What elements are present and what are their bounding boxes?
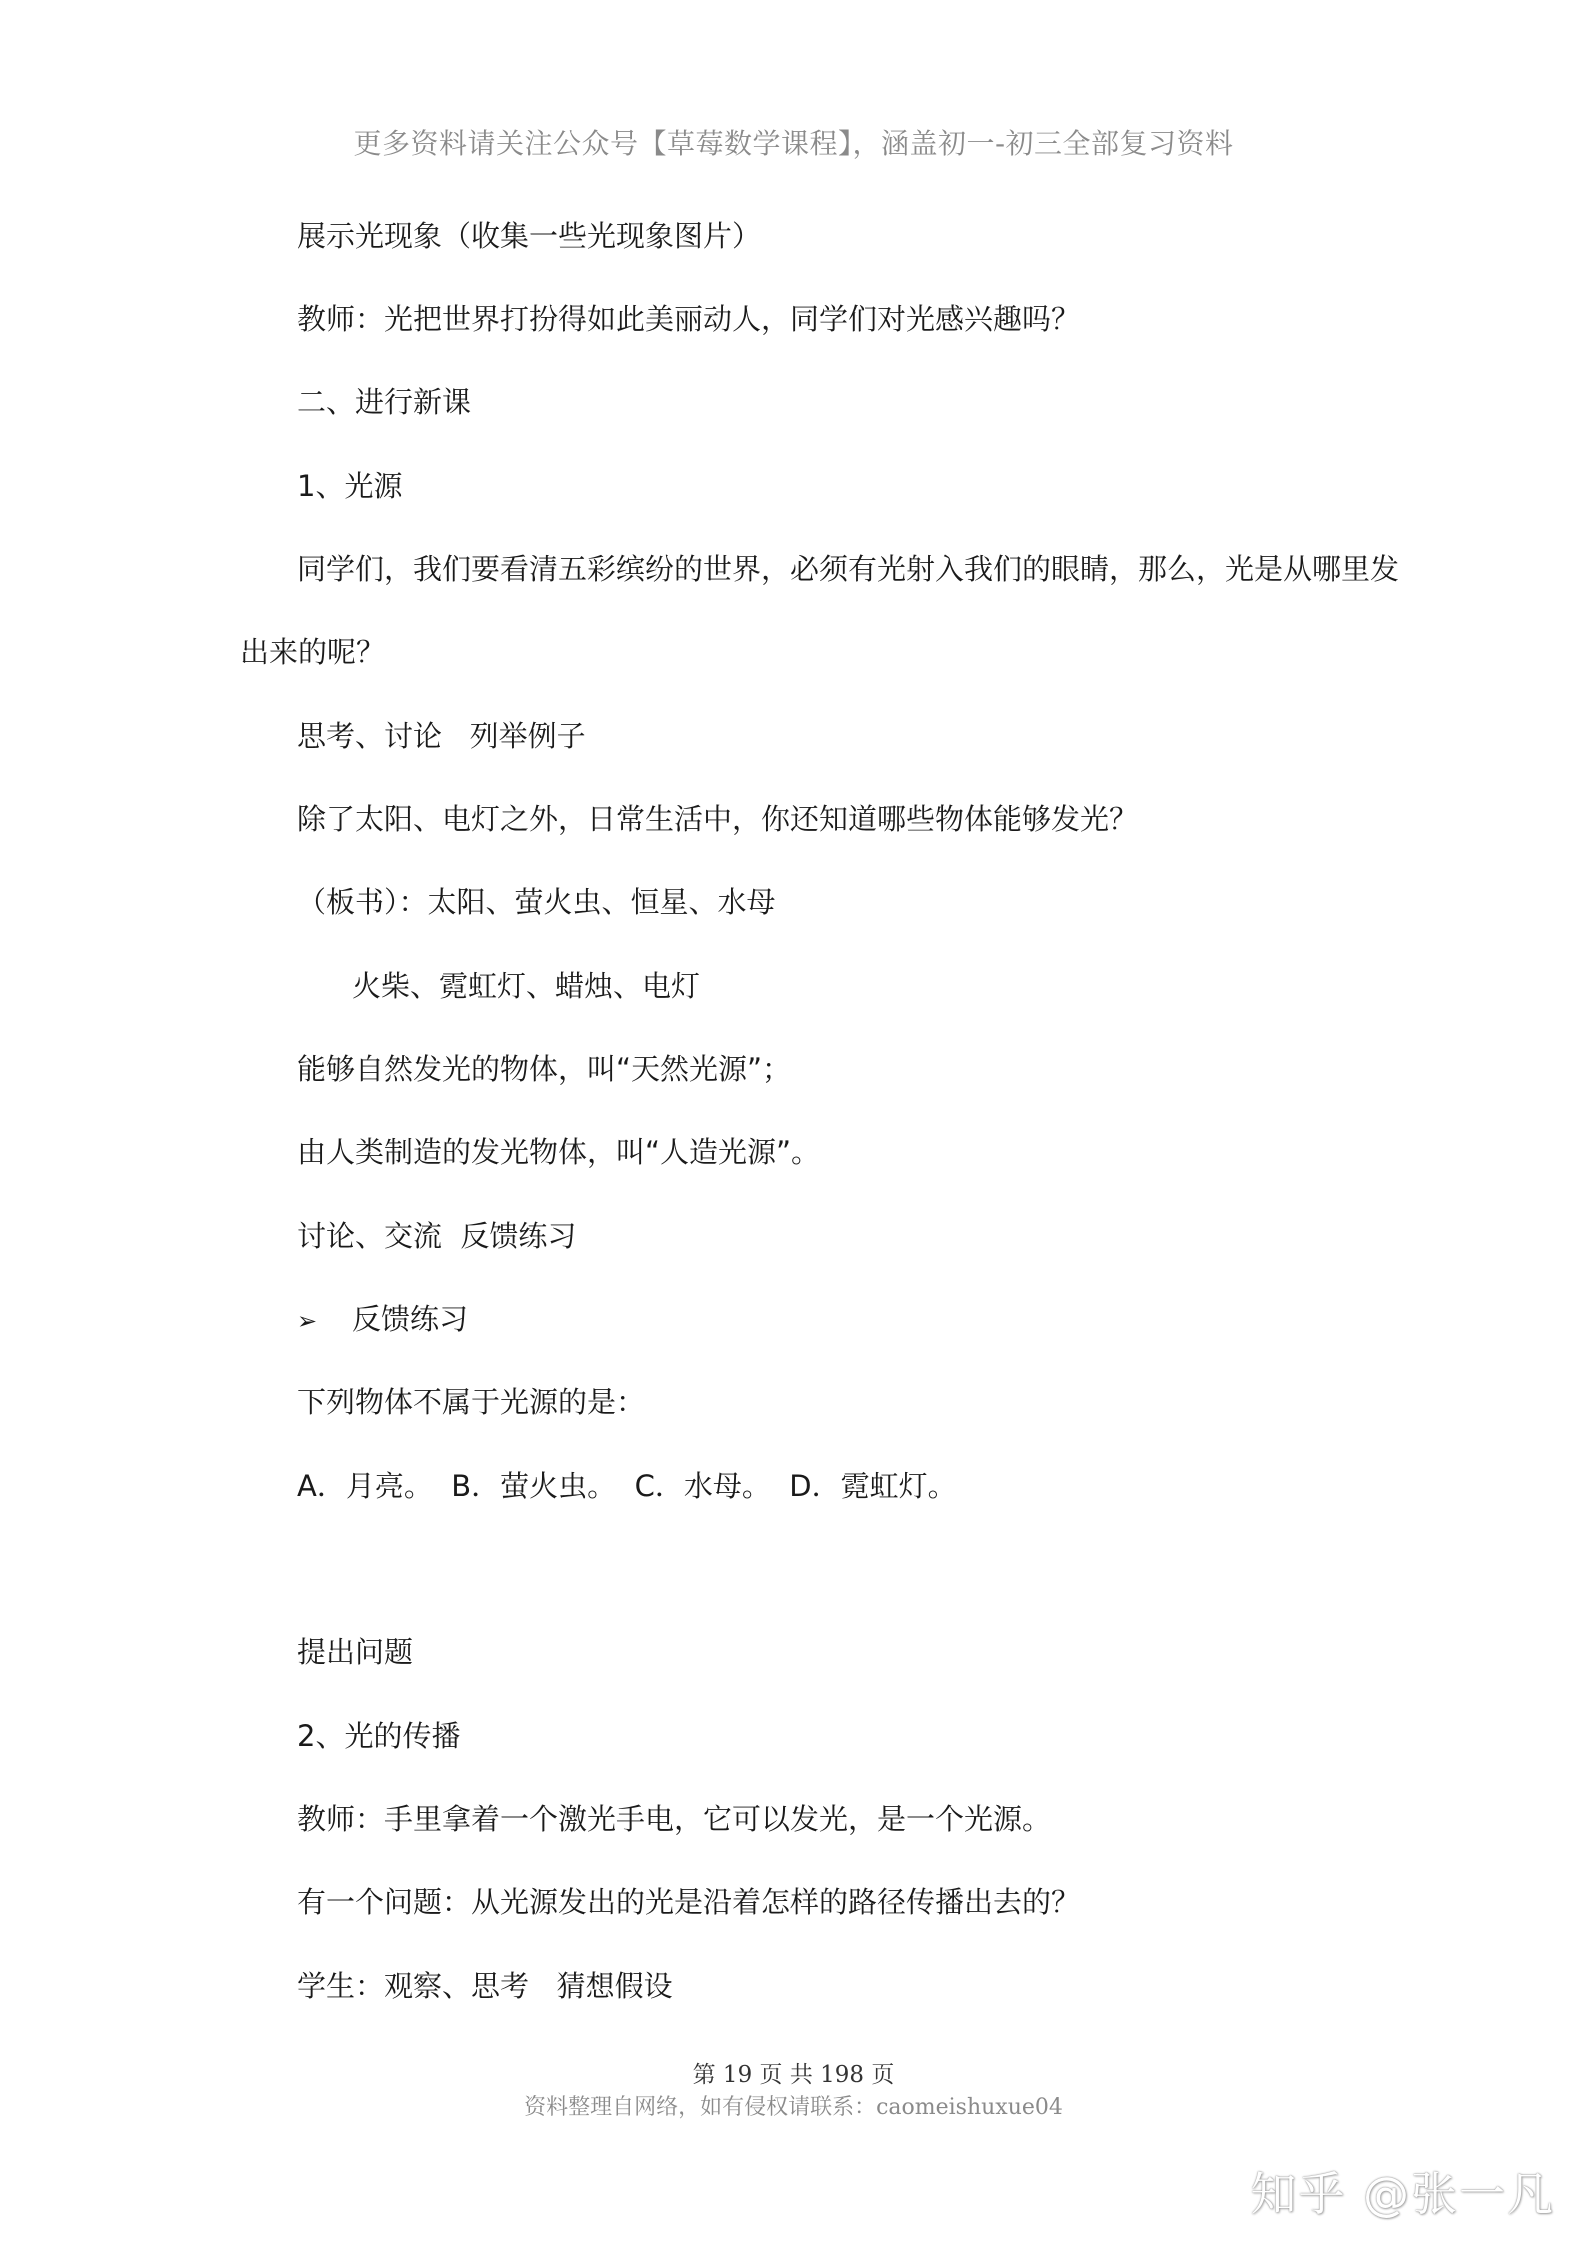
text-line: 展示光现象（收集一些光现象图片）	[297, 219, 762, 253]
text-line: 同学们，我们要看清五彩缤纷的世界，必须有光射入我们的眼睛，那么，光是从哪里发	[297, 552, 1400, 586]
text-line: 火柴、霓虹灯、蜡烛、电灯	[352, 969, 701, 1003]
footer-note: 资料整理自网络，如有侵权请联系：caomeishuxue04	[524, 2095, 1063, 2120]
text-line: 提出问题	[297, 1635, 414, 1669]
page-number: 第 19 页 共 198 页	[692, 2062, 895, 2088]
text-line: 教师：光把世界打扮得如此美丽动人，同学们对光感兴趣吗？	[297, 302, 1081, 336]
section-heading: 二、进行新课	[297, 385, 472, 419]
subsection-heading: 2、光的传播	[297, 1719, 461, 1753]
text-line: 出来的呢？	[240, 635, 386, 669]
text-line: （板书）：太阳、萤火虫、恒星、水母	[297, 885, 776, 919]
text-line: 教师：手里拿着一个激光手电，它可以发光，是一个光源。	[297, 1802, 1052, 1836]
text-line: 能够自然发光的物体，叫“天然光源”；	[297, 1052, 792, 1086]
text-line: 有一个问题：从光源发出的光是沿着怎样的路径传播出去的？	[297, 1885, 1081, 1919]
page-header: 更多资料请关注公众号【草莓数学课程】，涵盖初一-初三全部复习资料	[353, 127, 1234, 160]
bullet-item	[297, 1299, 468, 1341]
text-line: 学生：观察、思考 猜想假设	[297, 1969, 673, 2003]
watermark: 知乎 @张一凡	[1250, 2167, 1555, 2221]
arrow-bullet-icon: ➢	[297, 1307, 318, 1335]
text-line: 由人类制造的发光物体，叫“人造光源”。	[297, 1135, 821, 1169]
text-line: 下列物体不属于光源的是：	[297, 1385, 646, 1419]
text-line: 思考、讨论 列举例子	[297, 719, 586, 753]
bullet-item-text: 反馈练习	[352, 1302, 469, 1336]
subsection-heading: 1、光源	[297, 469, 403, 503]
answer-options: A．月亮。 B．萤火虫。 C．水母。 D．霓虹灯。	[297, 1469, 957, 1503]
text-line: 讨论、交流 反馈练习	[297, 1219, 577, 1253]
text-line: 除了太阳、电灯之外，日常生活中，你还知道哪些物体能够发光？	[297, 802, 1139, 836]
